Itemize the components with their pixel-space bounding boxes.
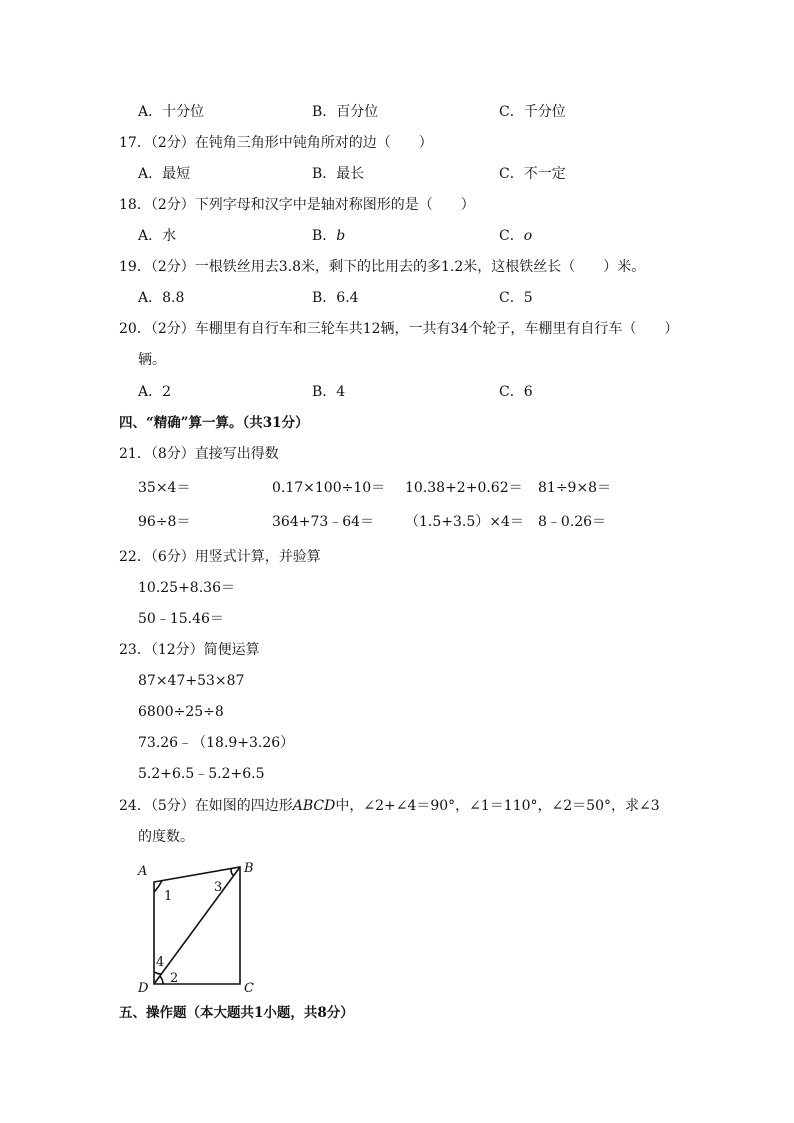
vertex-c-label: C — [244, 981, 254, 995]
q21-r1-c3: 10.38+2+0.62＝ — [405, 480, 523, 496]
q21-stem: 21．（8分）直接写出得数 — [119, 446, 279, 462]
angle-4-label: 4 — [156, 955, 165, 970]
section-5-title: 五、操作题（本大题共1小题，共8分） — [119, 1005, 354, 1021]
q23-item-3: 73.26﹣（18.9+3.26） — [138, 735, 295, 751]
q21-r2-c2: 364+73﹣64＝ — [272, 514, 375, 530]
q24-stem-line2: 的度数。 — [138, 829, 194, 845]
vertex-a-label: A — [138, 864, 148, 879]
q18-option-b-prefix: B． — [312, 228, 337, 244]
q21-r1-c4: 81÷9×8＝ — [538, 480, 612, 496]
angle-1-label: 1 — [164, 889, 173, 904]
q20-option-a: A．2 — [138, 384, 172, 400]
q21-r2-c3: （1.5+3.5）×4＝ — [405, 514, 524, 530]
q20-option-b: B．4 — [312, 384, 346, 400]
q17-option-a: A．最短 — [138, 166, 191, 182]
q23-item-2: 6800÷25÷8 — [138, 704, 224, 720]
q19-option-b: B．6.4 — [312, 290, 359, 306]
q24-stem-quad: ABCD — [292, 798, 336, 814]
q22-stem: 22．（6分）用竖式计算，并验算 — [119, 549, 321, 565]
q16-option-c: C．千分位 — [499, 104, 566, 120]
q18-option-b — [312, 226, 345, 246]
q19-stem: 19．（2分）一根铁丝用去3.8米，剩下的比用去的多1.2米，这根铁丝长（ ）米。 — [119, 259, 646, 275]
q21-r2-c1: 96÷8＝ — [138, 514, 191, 530]
q17-option-c: C．不一定 — [499, 166, 566, 182]
q24-stem-prefix: 24．（5分）在如图的四边形 — [119, 798, 293, 814]
section-4-title: 四、“精确”算一算。（共31分） — [119, 415, 309, 431]
q18-stem: 18．（2分）下列字母和汉字中是轴对称图形的是（ ） — [119, 197, 475, 213]
q18-letter-b: b — [336, 228, 346, 244]
q20-stem-line1: 20．（2分）车棚里有自行车和三轮车共12辆，一共有34个轮子，车棚里有自行车（ ） — [119, 321, 679, 337]
angle-2-label: 2 — [170, 971, 179, 986]
angle-4-arc — [154, 972, 161, 974]
q17-option-b: B．最长 — [312, 166, 365, 182]
angle-3-arc — [231, 869, 234, 875]
q23-item-1: 87×47+53×87 — [138, 673, 245, 689]
q20-stem-line2: 辆。 — [138, 352, 166, 368]
vertex-b-label: B — [244, 861, 254, 876]
quadrilateral-figure — [130, 855, 270, 995]
q21-r1-c2: 0.17×100÷10＝ — [272, 480, 386, 496]
q24-stem-suffix: 中，∠2+∠4＝90°，∠1＝110°，∠2＝50°，求∠3 — [335, 798, 660, 814]
q19-option-a: A．8.8 — [138, 290, 185, 306]
q17-stem: 17．（2分）在钝角三角形中钝角所对的边（ ） — [119, 135, 433, 151]
q16-option-b: B．百分位 — [312, 104, 379, 120]
angle-3-label: 3 — [214, 880, 223, 895]
q22-item-2: 50﹣15.46＝ — [138, 611, 224, 627]
q16-option-a: A．十分位 — [138, 104, 205, 120]
q21-r1-c1: 35×4＝ — [138, 480, 191, 496]
q24-stem — [119, 796, 660, 816]
q23-stem: 23．（12分）简便运算 — [119, 642, 260, 658]
q18-option-c — [499, 226, 532, 246]
q18-option-a: A．水 — [138, 228, 177, 244]
vertex-d-label: D — [138, 981, 149, 995]
q20-option-c: C．6 — [499, 384, 533, 400]
q18-letter-o: o — [523, 228, 533, 244]
q23-item-4: 5.2+6.5﹣5.2+6.5 — [138, 766, 265, 782]
q21-r2-c4: 8﹣0.26＝ — [538, 514, 607, 530]
q19-option-c: C．5 — [499, 290, 533, 306]
q18-option-c-prefix: C． — [499, 228, 524, 244]
angle-2-arc — [160, 976, 163, 984]
diagonal-bd — [154, 867, 240, 984]
q22-item-1: 10.25+8.36＝ — [138, 580, 235, 596]
